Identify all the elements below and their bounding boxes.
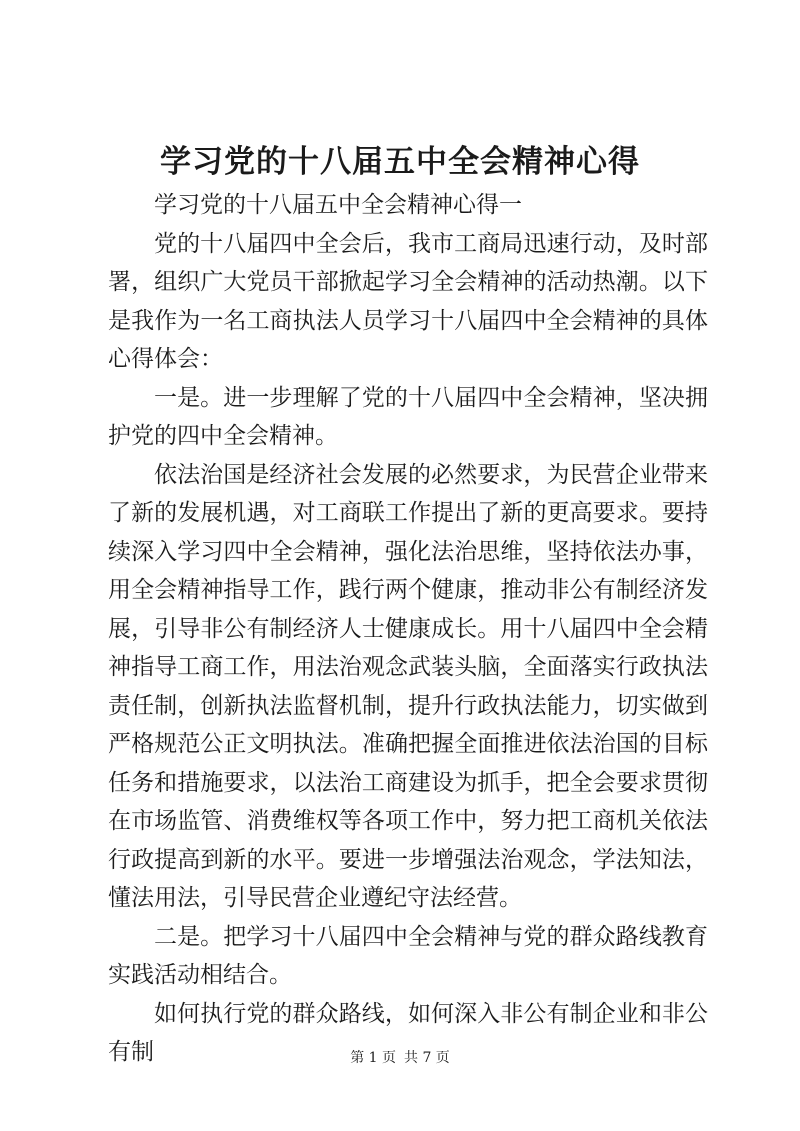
paragraph-point-two: 二是。把学习十八届四中全会精神与党的群众路线教育实践活动相结合。 [108, 923, 708, 988]
paragraph-point-one: 一是。进一步理解了党的十八届四中全会精神，坚决拥护党的四中全会精神。 [108, 384, 708, 449]
page-footer [0, 1048, 800, 1068]
document-title: 学习党的十八届五中全会精神心得 [160, 144, 640, 180]
page-number: 第 1 页 [350, 1050, 396, 1066]
paragraph-intro: 党的十八届四中全会后，我市工商局迅速行动，及时部署，组织广大党员干部掀起学习全会精神的活动热潮。以下是我作为一名工商执法人员学习十八届四中全会精神的具体心得体会： [108, 230, 708, 372]
paragraph-mass-line: 如何执行党的群众路线，如何深入非公有制企业和非公有制 [108, 1000, 708, 1065]
paragraph-subtitle: 学习党的十八届五中全会精神心得一 [154, 192, 522, 218]
document-body [108, 186, 708, 1072]
paragraph-rule-of-law: 依法治国是经济社会发展的必然要求，为民营企业带来了新的发展机遇，对工商联工作提出了新的更高要求。要持续深入学习四中全会精神，强化法治思维，坚持依法办事，用全会精神指导工作，践行两个健康，推动非公有制经济发展，引导非公有制经济人士健康成长。用十八届四中全会精神指导工商工作，用法治观念武装头脑，全面落实行政执法责任制，创新执法监督机制，提升行政执法能力，切实做到严格规范公正文明执法。准确把握全面推进依法治国的目标任务和措施要求，以法治工商建设为抓手，把全会要求贯彻在市场监管、消费维权等各项工作中，努力把工商机关依法行政提高到新的水平。要进一步增强法治观念，学法知法，懂法用法，引导民营企业遵纪守法经营。 [108, 461, 708, 911]
page-total: 共 7 页 [404, 1050, 450, 1066]
